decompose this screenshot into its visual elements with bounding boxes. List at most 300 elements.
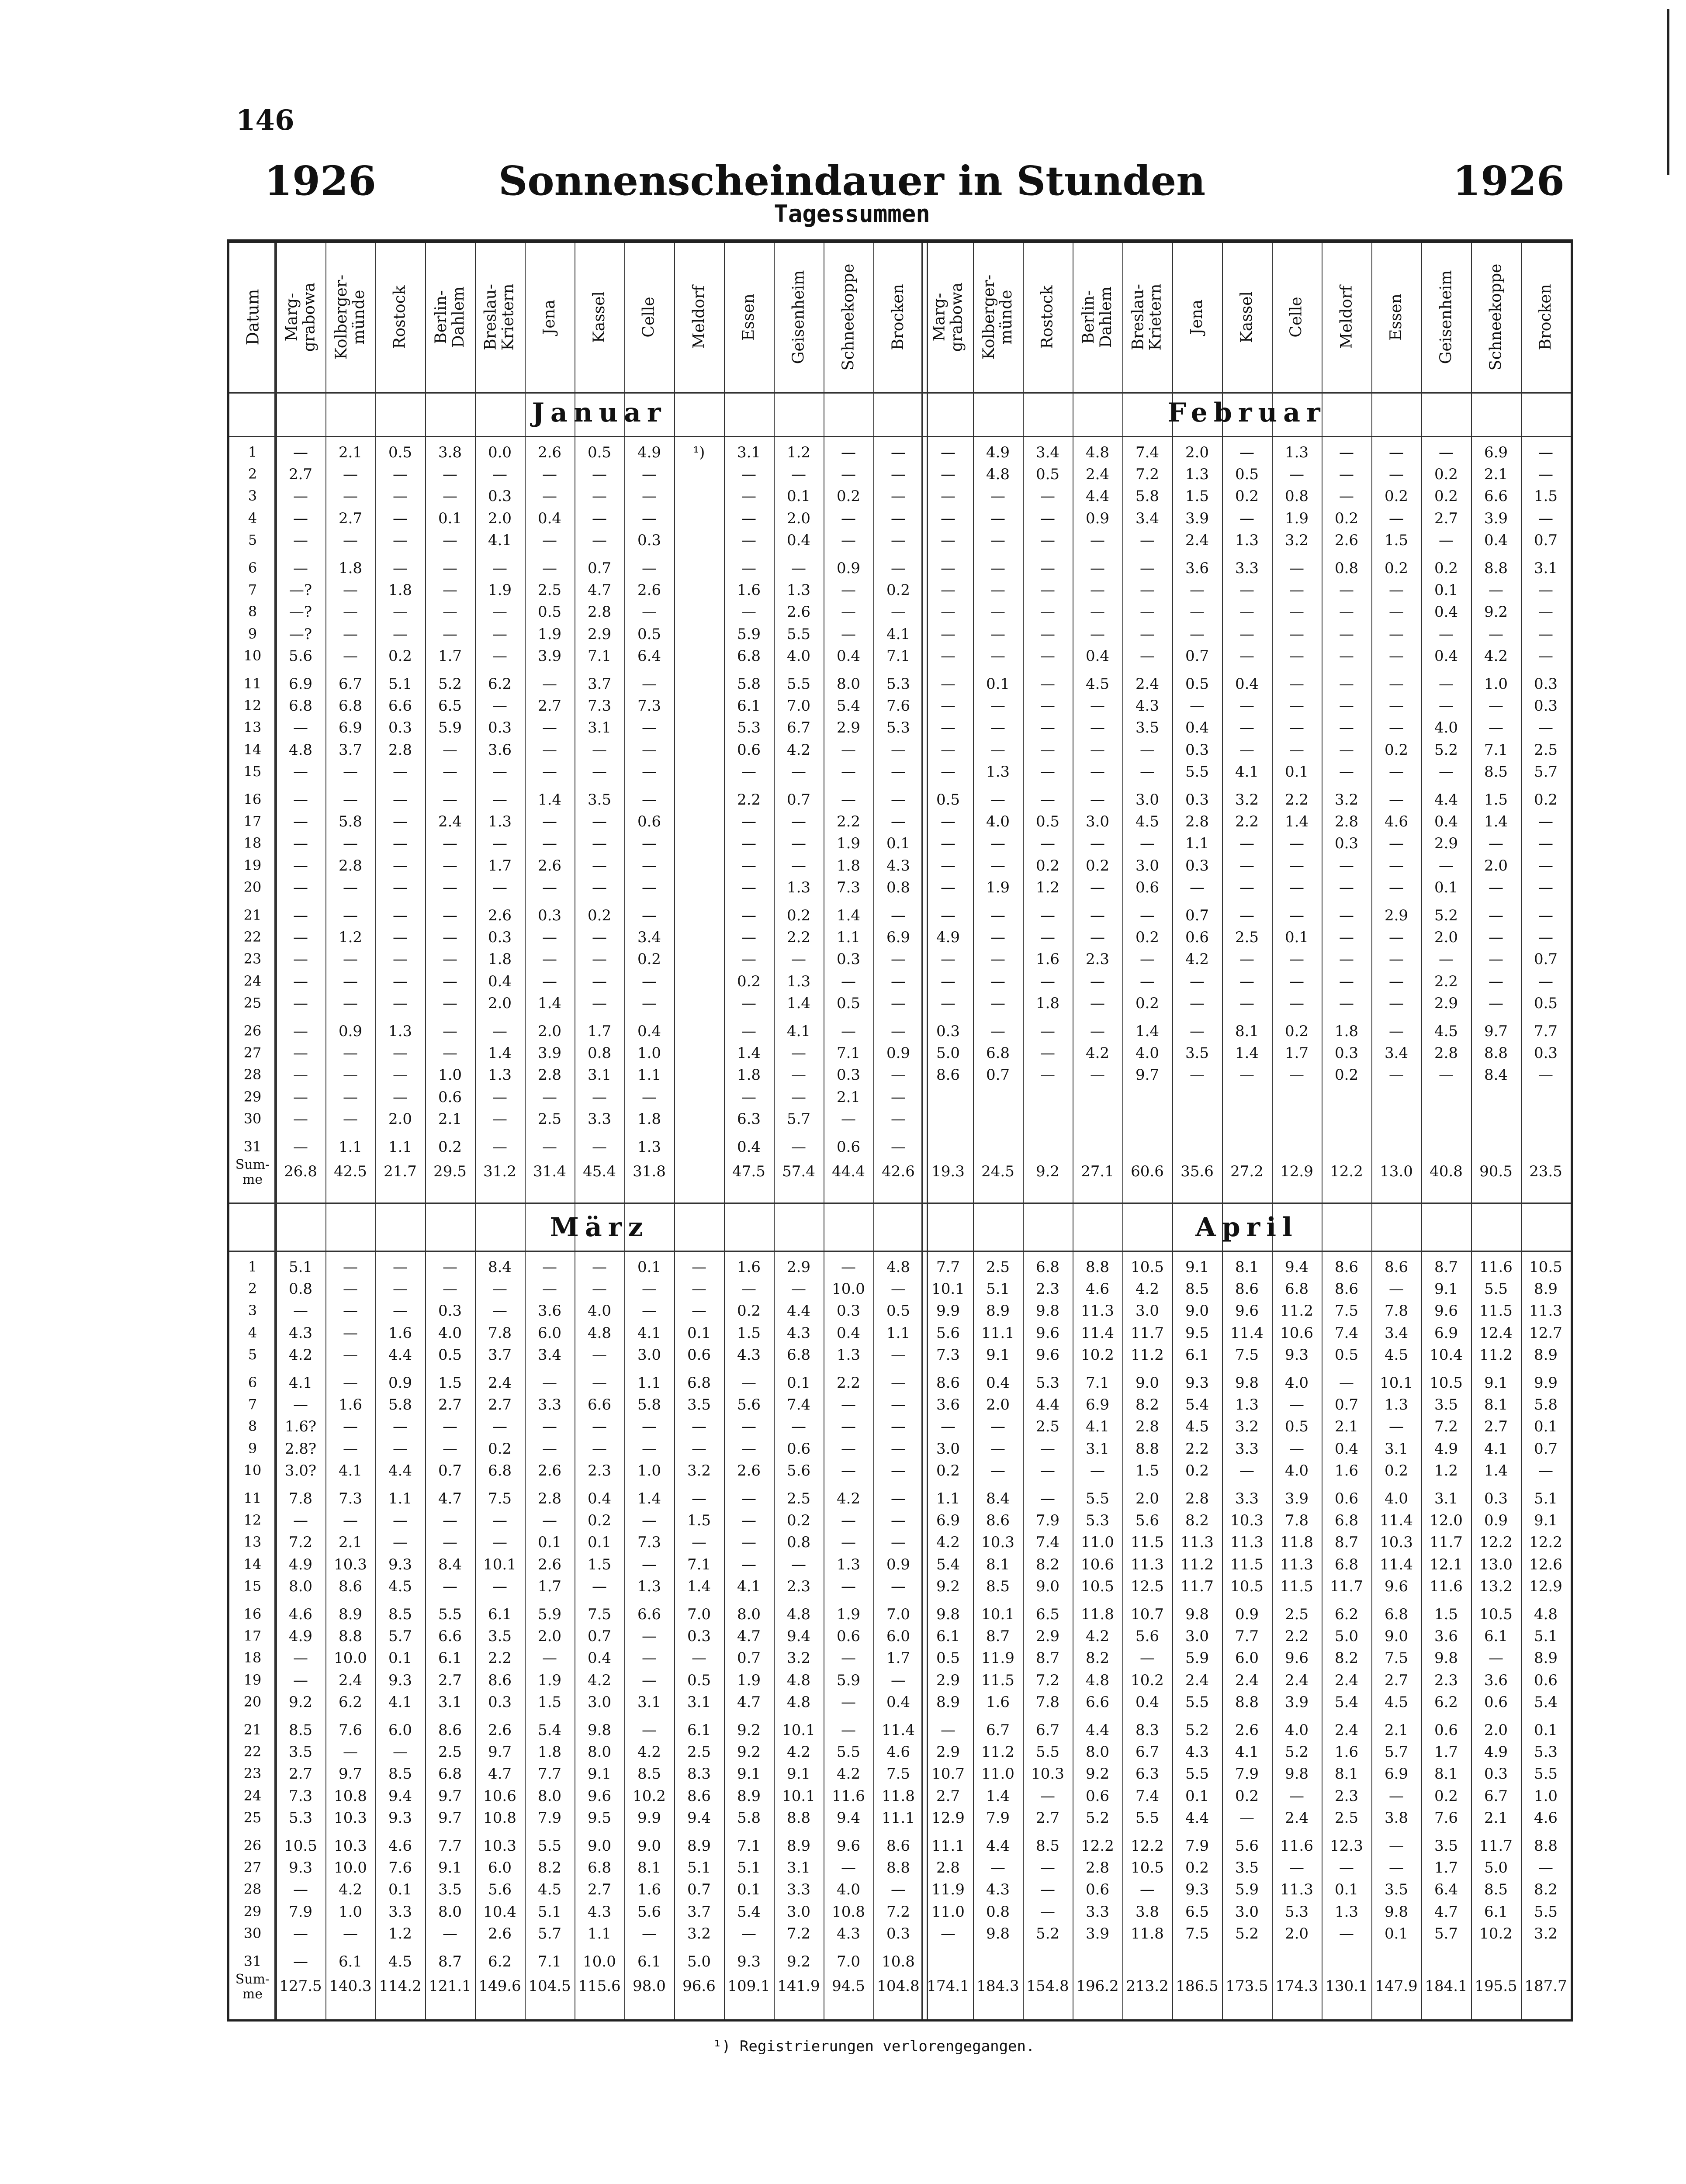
value-cell: 0.4 bbox=[637, 1023, 661, 1040]
value-cell: 4.1 bbox=[737, 1577, 761, 1595]
value-cell: — bbox=[692, 1418, 706, 1436]
value-cell: — bbox=[1489, 697, 1503, 715]
value-cell: — bbox=[941, 1721, 956, 1739]
value-cell: 6.6 bbox=[587, 1396, 612, 1414]
value-cell: 7.5 bbox=[587, 1606, 612, 1623]
value-cell: — bbox=[592, 835, 607, 853]
value-cell: 5.1 bbox=[737, 1859, 761, 1877]
value-cell: 1.3 bbox=[388, 1023, 412, 1040]
value-cell: 1.4 bbox=[1484, 1462, 1508, 1479]
value-cell: — bbox=[1538, 878, 1553, 896]
value-cell: 10.5 bbox=[1131, 1258, 1164, 1276]
station-header bbox=[1272, 243, 1322, 391]
value-cell: 9.9 bbox=[1534, 1374, 1558, 1392]
value-cell: — bbox=[642, 741, 657, 759]
value-cell: 0.8 bbox=[786, 1534, 811, 1552]
value-cell: — bbox=[891, 1138, 906, 1156]
value-cell: — bbox=[941, 813, 956, 831]
value-cell: 1.1 bbox=[637, 1066, 661, 1084]
value-cell: 10.3 bbox=[334, 1809, 367, 1827]
value-cell: — bbox=[891, 560, 906, 577]
value-cell: — bbox=[443, 994, 457, 1012]
value-cell: 4.0 bbox=[438, 1324, 462, 1342]
value-cell: 2.1 bbox=[1484, 1809, 1508, 1827]
value-cell: 4.0 bbox=[1284, 1462, 1309, 1479]
value-cell: — bbox=[1389, 835, 1404, 853]
value-cell: 11.3 bbox=[1181, 1534, 1214, 1552]
value-cell: 0.1 bbox=[587, 1534, 612, 1552]
value-cell: — bbox=[891, 1418, 906, 1436]
value-cell: 3.0 bbox=[1135, 791, 1160, 809]
value-cell: 5.5 bbox=[786, 675, 811, 693]
value-cell: — bbox=[1289, 1787, 1304, 1805]
day-number: 11 bbox=[243, 1490, 262, 1507]
value-cell: — bbox=[990, 857, 1005, 874]
value-cell: — bbox=[293, 560, 308, 577]
value-cell: 7.8 bbox=[1284, 1512, 1309, 1530]
value-cell: 1.5 bbox=[1135, 1462, 1160, 1479]
value-cell: — bbox=[1090, 763, 1105, 781]
value-cell: — bbox=[1040, 1490, 1055, 1507]
value-cell: 12.1 bbox=[1430, 1555, 1463, 1573]
value-cell: 4.0 bbox=[1434, 719, 1458, 737]
value-cell: — bbox=[1289, 907, 1304, 924]
value-cell: 8.2 bbox=[537, 1859, 562, 1877]
value-cell: — bbox=[1489, 929, 1503, 947]
value-cell: 6.8 bbox=[1284, 1280, 1309, 1298]
value-cell: — bbox=[941, 741, 956, 759]
value-cell: 7.0 bbox=[786, 697, 811, 715]
value-cell: 6.0 bbox=[537, 1324, 562, 1342]
value-cell: 8.4 bbox=[1484, 1066, 1508, 1084]
value-cell: — bbox=[1439, 1066, 1454, 1084]
value-cell: 7.1 bbox=[836, 1044, 861, 1062]
value-cell: — bbox=[1040, 697, 1055, 715]
value-cell: 1.9 bbox=[986, 878, 1010, 896]
value-cell: 3.5 bbox=[1384, 1881, 1409, 1899]
value-cell: 6.8 bbox=[288, 697, 313, 715]
value-cell: 10.5 bbox=[1081, 1577, 1114, 1595]
value-cell: 11.3 bbox=[1280, 1555, 1313, 1573]
value-cell: 8.5 bbox=[1484, 1881, 1508, 1899]
value-cell: 7.9 bbox=[288, 1903, 313, 1921]
value-cell: — bbox=[1339, 581, 1354, 599]
value-cell: — bbox=[1040, 1023, 1055, 1040]
value-cell: 3.5 bbox=[1235, 1859, 1259, 1877]
value-cell: 3.4 bbox=[537, 1346, 562, 1364]
value-cell: 1.6 bbox=[338, 1396, 363, 1414]
value-cell: 0.2 bbox=[786, 907, 811, 924]
value-cell: 3.0 bbox=[587, 1693, 612, 1711]
value-cell: — bbox=[1239, 603, 1254, 621]
value-cell: 0.3 bbox=[1484, 1490, 1508, 1507]
value-cell: 0.2 bbox=[637, 950, 661, 968]
value-cell: — bbox=[592, 972, 607, 990]
value-cell: 5.1 bbox=[687, 1859, 711, 1877]
value-cell: — bbox=[542, 1649, 557, 1667]
value-cell: 0.1 bbox=[438, 509, 462, 527]
value-cell: — bbox=[891, 509, 906, 527]
value-cell: — bbox=[492, 1512, 507, 1530]
value-cell: 9.0 bbox=[637, 1837, 661, 1855]
value-cell: — bbox=[393, 1088, 408, 1106]
value-cell: 4.2 bbox=[1085, 1044, 1110, 1062]
value-cell: 0.9 bbox=[388, 1374, 412, 1392]
value-cell: — bbox=[692, 1490, 706, 1507]
value-cell: — bbox=[642, 1925, 657, 1942]
value-cell: 1.4 bbox=[836, 907, 861, 924]
value-cell: 1.6 bbox=[737, 581, 761, 599]
value-cell: 6.6 bbox=[438, 1628, 462, 1645]
value-cell: 10.5 bbox=[1529, 1258, 1562, 1276]
value-cell: 10.3 bbox=[334, 1837, 367, 1855]
value-cell: 11.9 bbox=[981, 1649, 1014, 1667]
value-cell: 0.3 bbox=[687, 1628, 711, 1645]
value-cell: — bbox=[1339, 625, 1354, 643]
value-cell: — bbox=[1239, 444, 1254, 461]
value-cell: 11.7 bbox=[1131, 1324, 1164, 1342]
sum-cell: 21.7 bbox=[384, 1163, 417, 1181]
value-cell: 8.1 bbox=[1334, 1765, 1359, 1783]
value-cell: 2.4 bbox=[1284, 1671, 1309, 1689]
value-cell: 12.7 bbox=[1529, 1324, 1562, 1342]
value-cell: 9.3 bbox=[737, 1953, 761, 1970]
value-cell: — bbox=[542, 972, 557, 990]
value-cell: 6.8 bbox=[488, 1462, 512, 1479]
value-cell: 5.5 bbox=[786, 625, 811, 643]
value-cell: — bbox=[642, 1721, 657, 1739]
value-cell: 9.1 bbox=[1484, 1374, 1508, 1392]
value-cell: 2.7 bbox=[1035, 1809, 1060, 1827]
value-cell: 7.1 bbox=[687, 1555, 711, 1573]
value-cell: 4.1 bbox=[288, 1374, 313, 1392]
value-cell: — bbox=[443, 1044, 457, 1062]
station-header bbox=[1521, 243, 1571, 391]
value-cell: 2.3 bbox=[786, 1577, 811, 1595]
value-cell: 1.9 bbox=[836, 1606, 861, 1623]
value-cell: — bbox=[1239, 950, 1254, 968]
value-cell: — bbox=[891, 1440, 906, 1458]
station-header bbox=[1122, 243, 1172, 391]
value-cell: — bbox=[642, 1512, 657, 1530]
value-cell: — bbox=[343, 625, 358, 643]
station-header bbox=[624, 243, 674, 391]
value-cell: 11.7 bbox=[1479, 1837, 1513, 1855]
value-cell: 11.2 bbox=[1181, 1555, 1214, 1573]
value-cell: — bbox=[293, 531, 308, 549]
value-cell: 3.0 bbox=[936, 1440, 960, 1458]
value-cell: — bbox=[1538, 1462, 1553, 1479]
value-cell: — bbox=[592, 1440, 607, 1458]
value-cell: — bbox=[343, 791, 358, 809]
value-cell: 6.0 bbox=[1235, 1649, 1259, 1667]
value-cell: 8.4 bbox=[488, 1258, 512, 1276]
value-cell: 1.3 bbox=[1284, 444, 1309, 461]
value-cell: 10.1 bbox=[483, 1555, 516, 1573]
value-cell: 1.1 bbox=[388, 1490, 412, 1507]
value-cell: — bbox=[1439, 763, 1454, 781]
value-cell: 0.4 bbox=[737, 1138, 761, 1156]
day-number: 16 bbox=[243, 791, 262, 808]
sum-cell: 19.3 bbox=[931, 1163, 965, 1181]
value-cell: 9.6 bbox=[1035, 1346, 1060, 1364]
value-cell: 10.4 bbox=[1430, 1346, 1463, 1364]
value-cell: — bbox=[741, 1555, 756, 1573]
value-cell: — bbox=[1439, 857, 1454, 874]
value-cell: — bbox=[791, 813, 806, 831]
value-cell: 7.2 bbox=[1035, 1671, 1060, 1689]
value-cell: 6.8 bbox=[338, 697, 363, 715]
value-cell: 2.1 bbox=[1484, 466, 1508, 484]
value-cell: 0.3 bbox=[1334, 835, 1359, 853]
value-cell: 9.5 bbox=[587, 1809, 612, 1827]
value-cell: 0.3 bbox=[836, 950, 861, 968]
value-cell: — bbox=[791, 466, 806, 484]
value-cell: 8.9 bbox=[986, 1302, 1010, 1320]
value-cell: 2.2 bbox=[1235, 813, 1259, 831]
value-cell: 6.4 bbox=[1434, 1881, 1458, 1899]
value-cell: — bbox=[891, 1066, 906, 1084]
value-cell: — bbox=[741, 466, 756, 484]
value-cell: 8.8 bbox=[338, 1628, 363, 1645]
value-cell: — bbox=[393, 929, 408, 947]
value-cell: 2.5 bbox=[1534, 741, 1558, 759]
day-number: 12 bbox=[243, 1512, 262, 1529]
value-cell: 1.7 bbox=[1434, 1743, 1458, 1761]
month-heading: Januar bbox=[532, 397, 667, 428]
value-cell: 0.7 bbox=[587, 560, 612, 577]
sum-cell: 184.3 bbox=[976, 1977, 1019, 1995]
value-cell: 0.3 bbox=[836, 1302, 861, 1320]
value-cell: 1.5 bbox=[1484, 791, 1508, 809]
value-cell: — bbox=[1190, 994, 1205, 1012]
value-cell: — bbox=[1538, 1859, 1553, 1877]
value-cell: — bbox=[891, 972, 906, 990]
value-cell: — bbox=[1040, 907, 1055, 924]
value-cell: 8.1 bbox=[1235, 1258, 1259, 1276]
value-cell: 8.6 bbox=[338, 1577, 363, 1595]
value-cell: 0.1 bbox=[886, 835, 911, 853]
value-cell: 1.8 bbox=[488, 950, 512, 968]
value-cell: 2.1 bbox=[438, 1110, 462, 1128]
value-cell: 3.5 bbox=[288, 1743, 313, 1761]
value-cell: 2.4 bbox=[1185, 531, 1209, 549]
value-cell: 3.1 bbox=[687, 1693, 711, 1711]
value-cell: 0.1 bbox=[737, 1881, 761, 1899]
value-cell: 9.2 bbox=[1484, 603, 1508, 621]
value-cell: — bbox=[941, 878, 956, 896]
value-cell: — bbox=[393, 603, 408, 621]
value-cell: 9.1 bbox=[1434, 1280, 1458, 1298]
value-cell: — bbox=[1289, 719, 1304, 737]
value-cell: 4.8 bbox=[587, 1324, 612, 1342]
value-cell: 2.8 bbox=[1185, 813, 1209, 831]
value-cell: — bbox=[1239, 835, 1254, 853]
value-cell: 10.6 bbox=[483, 1787, 516, 1805]
day-number: 21 bbox=[243, 1721, 262, 1738]
value-cell: 0.3 bbox=[1534, 1044, 1558, 1062]
day-number: 10 bbox=[243, 1462, 262, 1479]
value-cell: — bbox=[841, 972, 856, 990]
value-cell: — bbox=[642, 1418, 657, 1436]
value-cell: — bbox=[1538, 466, 1553, 484]
value-cell: — bbox=[1389, 719, 1404, 737]
value-cell: 9.6 bbox=[1434, 1302, 1458, 1320]
sum-cell: 23.5 bbox=[1529, 1163, 1562, 1181]
value-cell: 2.2 bbox=[1284, 791, 1309, 809]
value-cell: 6.9 bbox=[936, 1512, 960, 1530]
value-cell: 9.4 bbox=[687, 1809, 711, 1827]
value-cell: 3.5 bbox=[687, 1396, 711, 1414]
value-cell: — bbox=[990, 1859, 1005, 1877]
value-cell: — bbox=[393, 994, 408, 1012]
value-cell: 1.6 bbox=[986, 1693, 1010, 1711]
value-cell: 5.8 bbox=[737, 675, 761, 693]
value-cell: 2.8 bbox=[1185, 1490, 1209, 1507]
value-cell: — bbox=[1538, 581, 1553, 599]
value-cell: 2.7 bbox=[338, 509, 363, 527]
value-cell: — bbox=[1289, 994, 1304, 1012]
value-cell: — bbox=[293, 1649, 308, 1667]
value-cell: 5.7 bbox=[1384, 1743, 1409, 1761]
value-cell: 3.4 bbox=[1384, 1324, 1409, 1342]
value-cell: 6.8 bbox=[1035, 1258, 1060, 1276]
value-cell: 3.2 bbox=[687, 1462, 711, 1479]
value-cell: 2.0 bbox=[488, 994, 512, 1012]
day-number: 5 bbox=[248, 1346, 257, 1363]
value-cell: — bbox=[1239, 1809, 1254, 1827]
value-cell: — bbox=[1339, 697, 1354, 715]
value-cell: 8.5 bbox=[637, 1765, 661, 1783]
value-cell: — bbox=[941, 763, 956, 781]
value-cell: 9.8 bbox=[1384, 1903, 1409, 1921]
value-cell: 2.8 bbox=[338, 857, 363, 874]
value-cell: — bbox=[1538, 857, 1553, 874]
value-cell: 0.3 bbox=[1185, 791, 1209, 809]
value-cell: 10.5 bbox=[1430, 1374, 1463, 1392]
value-cell: — bbox=[841, 1110, 856, 1128]
value-cell: 4.0 bbox=[1284, 1721, 1309, 1739]
value-cell: 9.3 bbox=[388, 1671, 412, 1689]
value-cell: — bbox=[791, 1555, 806, 1573]
value-cell: 8.8 bbox=[1534, 1837, 1558, 1855]
value-cell: 7.2 bbox=[786, 1925, 811, 1942]
value-cell: 9.6 bbox=[836, 1837, 861, 1855]
station-header bbox=[824, 243, 873, 391]
value-cell: 1.4 bbox=[537, 994, 562, 1012]
value-cell: 0.2 bbox=[438, 1138, 462, 1156]
value-cell: 1.3 bbox=[488, 813, 512, 831]
value-cell: — bbox=[741, 1490, 756, 1507]
station-header-label: Breslau- Krietern bbox=[1129, 283, 1165, 351]
value-cell: — bbox=[841, 1440, 856, 1458]
value-cell: 10.6 bbox=[1280, 1324, 1313, 1342]
value-cell: 8.0 bbox=[587, 1743, 612, 1761]
value-cell: — bbox=[393, 878, 408, 896]
value-cell: — bbox=[1538, 972, 1553, 990]
value-cell: 3.6 bbox=[936, 1396, 960, 1414]
value-cell: — bbox=[941, 531, 956, 549]
value-cell: 7.1 bbox=[737, 1837, 761, 1855]
day-number: 2 bbox=[248, 1280, 257, 1297]
value-cell: — bbox=[990, 560, 1005, 577]
value-cell: — bbox=[642, 675, 657, 693]
sum-cell: 12.2 bbox=[1330, 1163, 1363, 1181]
value-cell: 11.3 bbox=[1081, 1302, 1114, 1320]
day-number: 20 bbox=[243, 1693, 262, 1710]
row-rule bbox=[229, 1203, 1571, 1204]
value-cell: 1.0 bbox=[637, 1044, 661, 1062]
value-cell: 5.3 bbox=[1534, 1743, 1558, 1761]
value-cell: 0.2 bbox=[1434, 1787, 1458, 1805]
value-cell: 2.5 bbox=[438, 1743, 462, 1761]
value-cell: — bbox=[1090, 1462, 1105, 1479]
value-cell: 6.8 bbox=[1334, 1555, 1359, 1573]
station-header-label: Jena bbox=[540, 299, 558, 335]
value-cell: 3.0? bbox=[284, 1462, 317, 1479]
station-header-label: Meldorf bbox=[1337, 285, 1355, 349]
value-cell: — bbox=[542, 813, 557, 831]
value-cell: 2.4 bbox=[1185, 1671, 1209, 1689]
station-header-label: Celle bbox=[640, 297, 658, 338]
value-cell: 12.9 bbox=[931, 1809, 965, 1827]
value-cell: 0.6 bbox=[1534, 1671, 1558, 1689]
sum-cell: 29.5 bbox=[433, 1163, 467, 1181]
sum-cell: 187.7 bbox=[1524, 1977, 1567, 1995]
value-cell: 0.2 bbox=[786, 1512, 811, 1530]
value-cell: — bbox=[592, 531, 607, 549]
value-cell: 6.9 bbox=[886, 929, 911, 947]
value-cell: — bbox=[343, 1258, 358, 1276]
value-cell: — bbox=[1040, 487, 1055, 505]
value-cell: 0.3 bbox=[1534, 697, 1558, 715]
value-cell: 0.7 bbox=[438, 1462, 462, 1479]
value-cell: — bbox=[1289, 857, 1304, 874]
value-cell: — bbox=[990, 1418, 1005, 1436]
value-cell: — bbox=[293, 929, 308, 947]
value-cell: 6.2 bbox=[1434, 1693, 1458, 1711]
value-cell: — bbox=[1040, 581, 1055, 599]
value-cell: 4.8 bbox=[886, 1258, 911, 1276]
value-cell: 10.3 bbox=[1031, 1765, 1064, 1783]
value-cell: — bbox=[492, 835, 507, 853]
value-cell: 0.9 bbox=[1484, 1512, 1508, 1530]
value-cell: 1.3 bbox=[786, 581, 811, 599]
value-cell: 2.8 bbox=[1434, 1044, 1458, 1062]
value-cell: — bbox=[542, 487, 557, 505]
value-cell: 2.3 bbox=[1085, 950, 1110, 968]
value-cell: 10.3 bbox=[1230, 1512, 1264, 1530]
value-cell: 6.9 bbox=[288, 675, 313, 693]
value-cell: — bbox=[1538, 444, 1553, 461]
value-cell: 2.6 bbox=[488, 907, 512, 924]
value-cell: 8.6 bbox=[687, 1787, 711, 1805]
value-cell: 0.6 bbox=[687, 1346, 711, 1364]
day-number: 28 bbox=[243, 1881, 262, 1898]
value-cell: — bbox=[990, 1440, 1005, 1458]
value-cell: 6.8 bbox=[438, 1765, 462, 1783]
value-cell: 8.8 bbox=[1085, 1258, 1110, 1276]
value-cell: 6.1 bbox=[737, 697, 761, 715]
value-cell: — bbox=[1190, 697, 1205, 715]
value-cell: — bbox=[841, 466, 856, 484]
value-cell: 9.7 bbox=[1135, 1066, 1160, 1084]
value-cell: — bbox=[443, 950, 457, 968]
value-cell: — bbox=[592, 1418, 607, 1436]
value-cell: 1.1 bbox=[338, 1138, 363, 1156]
value-cell: — bbox=[1339, 857, 1354, 874]
value-cell: 2.6 bbox=[1235, 1721, 1259, 1739]
